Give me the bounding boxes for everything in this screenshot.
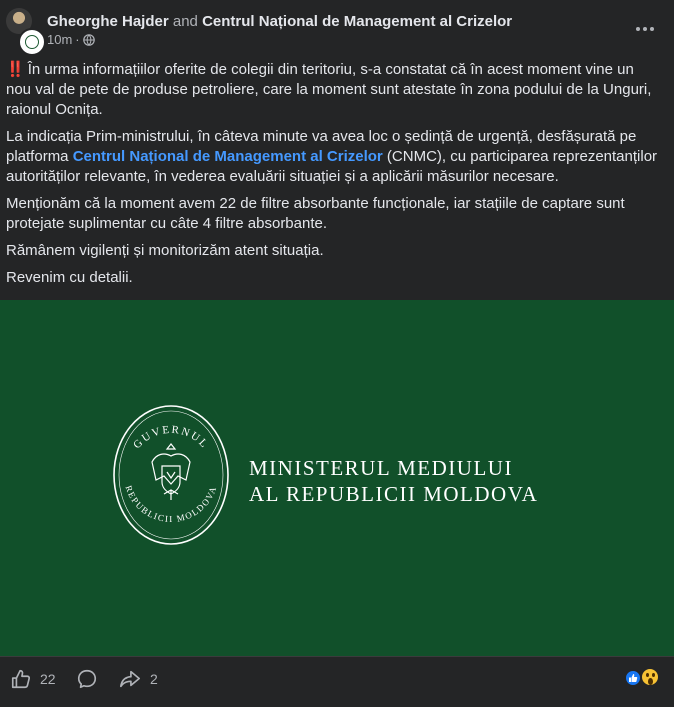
government-emblem <box>112 404 230 546</box>
globe-icon[interactable] <box>83 34 95 46</box>
comment-button[interactable] <box>76 667 98 691</box>
paragraph-5: Revenim cu detalii. <box>6 269 133 286</box>
like-count: 22 <box>40 671 56 687</box>
post-time[interactable]: 10m <box>47 32 73 47</box>
paragraph-1: ‼️ În urma informațiilor oferite de colegii din teritoriu, s-a constatat că în acest moment vine un nou val de pete de produse petroliere, care la moment sunt atestate în zona podului de la Unguri, raionul Ocnița. <box>6 61 652 118</box>
alert-icon: ‼️ <box>6 61 24 78</box>
thumbs-up-icon <box>10 668 32 690</box>
more-options-icon[interactable] <box>630 14 660 44</box>
ministry-title <box>249 455 538 507</box>
meta-separator: · <box>75 32 80 47</box>
author-secondary-link[interactable]: Centrul Național de Management al Crizelor <box>202 13 513 30</box>
svg-text:GUVERNUL: GUVERNUL <box>131 423 211 452</box>
ministry-line-2: AL REPUBLICII MOLDOVA <box>249 482 539 506</box>
wow-reaction-icon <box>640 667 660 687</box>
post-image[interactable] <box>0 300 674 656</box>
paragraph-3: Menționăm că la moment avem 22 de filtre absorbante funcționale, iar stațiile de captare sunt protejate suplimentar cu câte 4 filtre absorbante. <box>6 195 625 232</box>
comment-icon <box>76 668 98 690</box>
like-button[interactable] <box>10 667 56 691</box>
avatar-secondary[interactable] <box>18 28 46 56</box>
paragraph-2: La indicația Prim-ministrului, în câteva minute va avea loc o ședință de urgență, desfășurată pe platforma Centrul Național de Management al Crizelor (CNMC), cu participarea reprezentanților autorităților relevante, în vederea evaluării situației și a aplicării măsurilor necesare. <box>6 128 658 185</box>
svg-text:REPUBLICII MOLDOVA: REPUBLICII MOLDOVA <box>123 484 219 525</box>
ministry-line-1: MINISTERUL MEDIULUI <box>249 456 513 480</box>
share-count: 2 <box>150 671 158 687</box>
seal-icon <box>25 35 39 49</box>
post-header <box>0 0 674 56</box>
post-actions <box>0 656 674 707</box>
post-text <box>6 60 662 295</box>
author-primary-link[interactable]: Gheorghe Hajder <box>47 13 169 30</box>
author-avatars[interactable] <box>6 8 46 48</box>
paragraph-4: Rămânem vigilenți și monitorizăm atent situația. <box>6 242 324 259</box>
share-icon <box>118 668 142 690</box>
share-button[interactable] <box>118 667 158 691</box>
cnmc-link[interactable]: Centrul Național de Management al Crizelor <box>72 148 383 165</box>
reactions-summary[interactable] <box>624 667 664 689</box>
post-meta <box>47 32 95 47</box>
author-line <box>47 12 512 31</box>
author-connector: and <box>172 13 198 30</box>
